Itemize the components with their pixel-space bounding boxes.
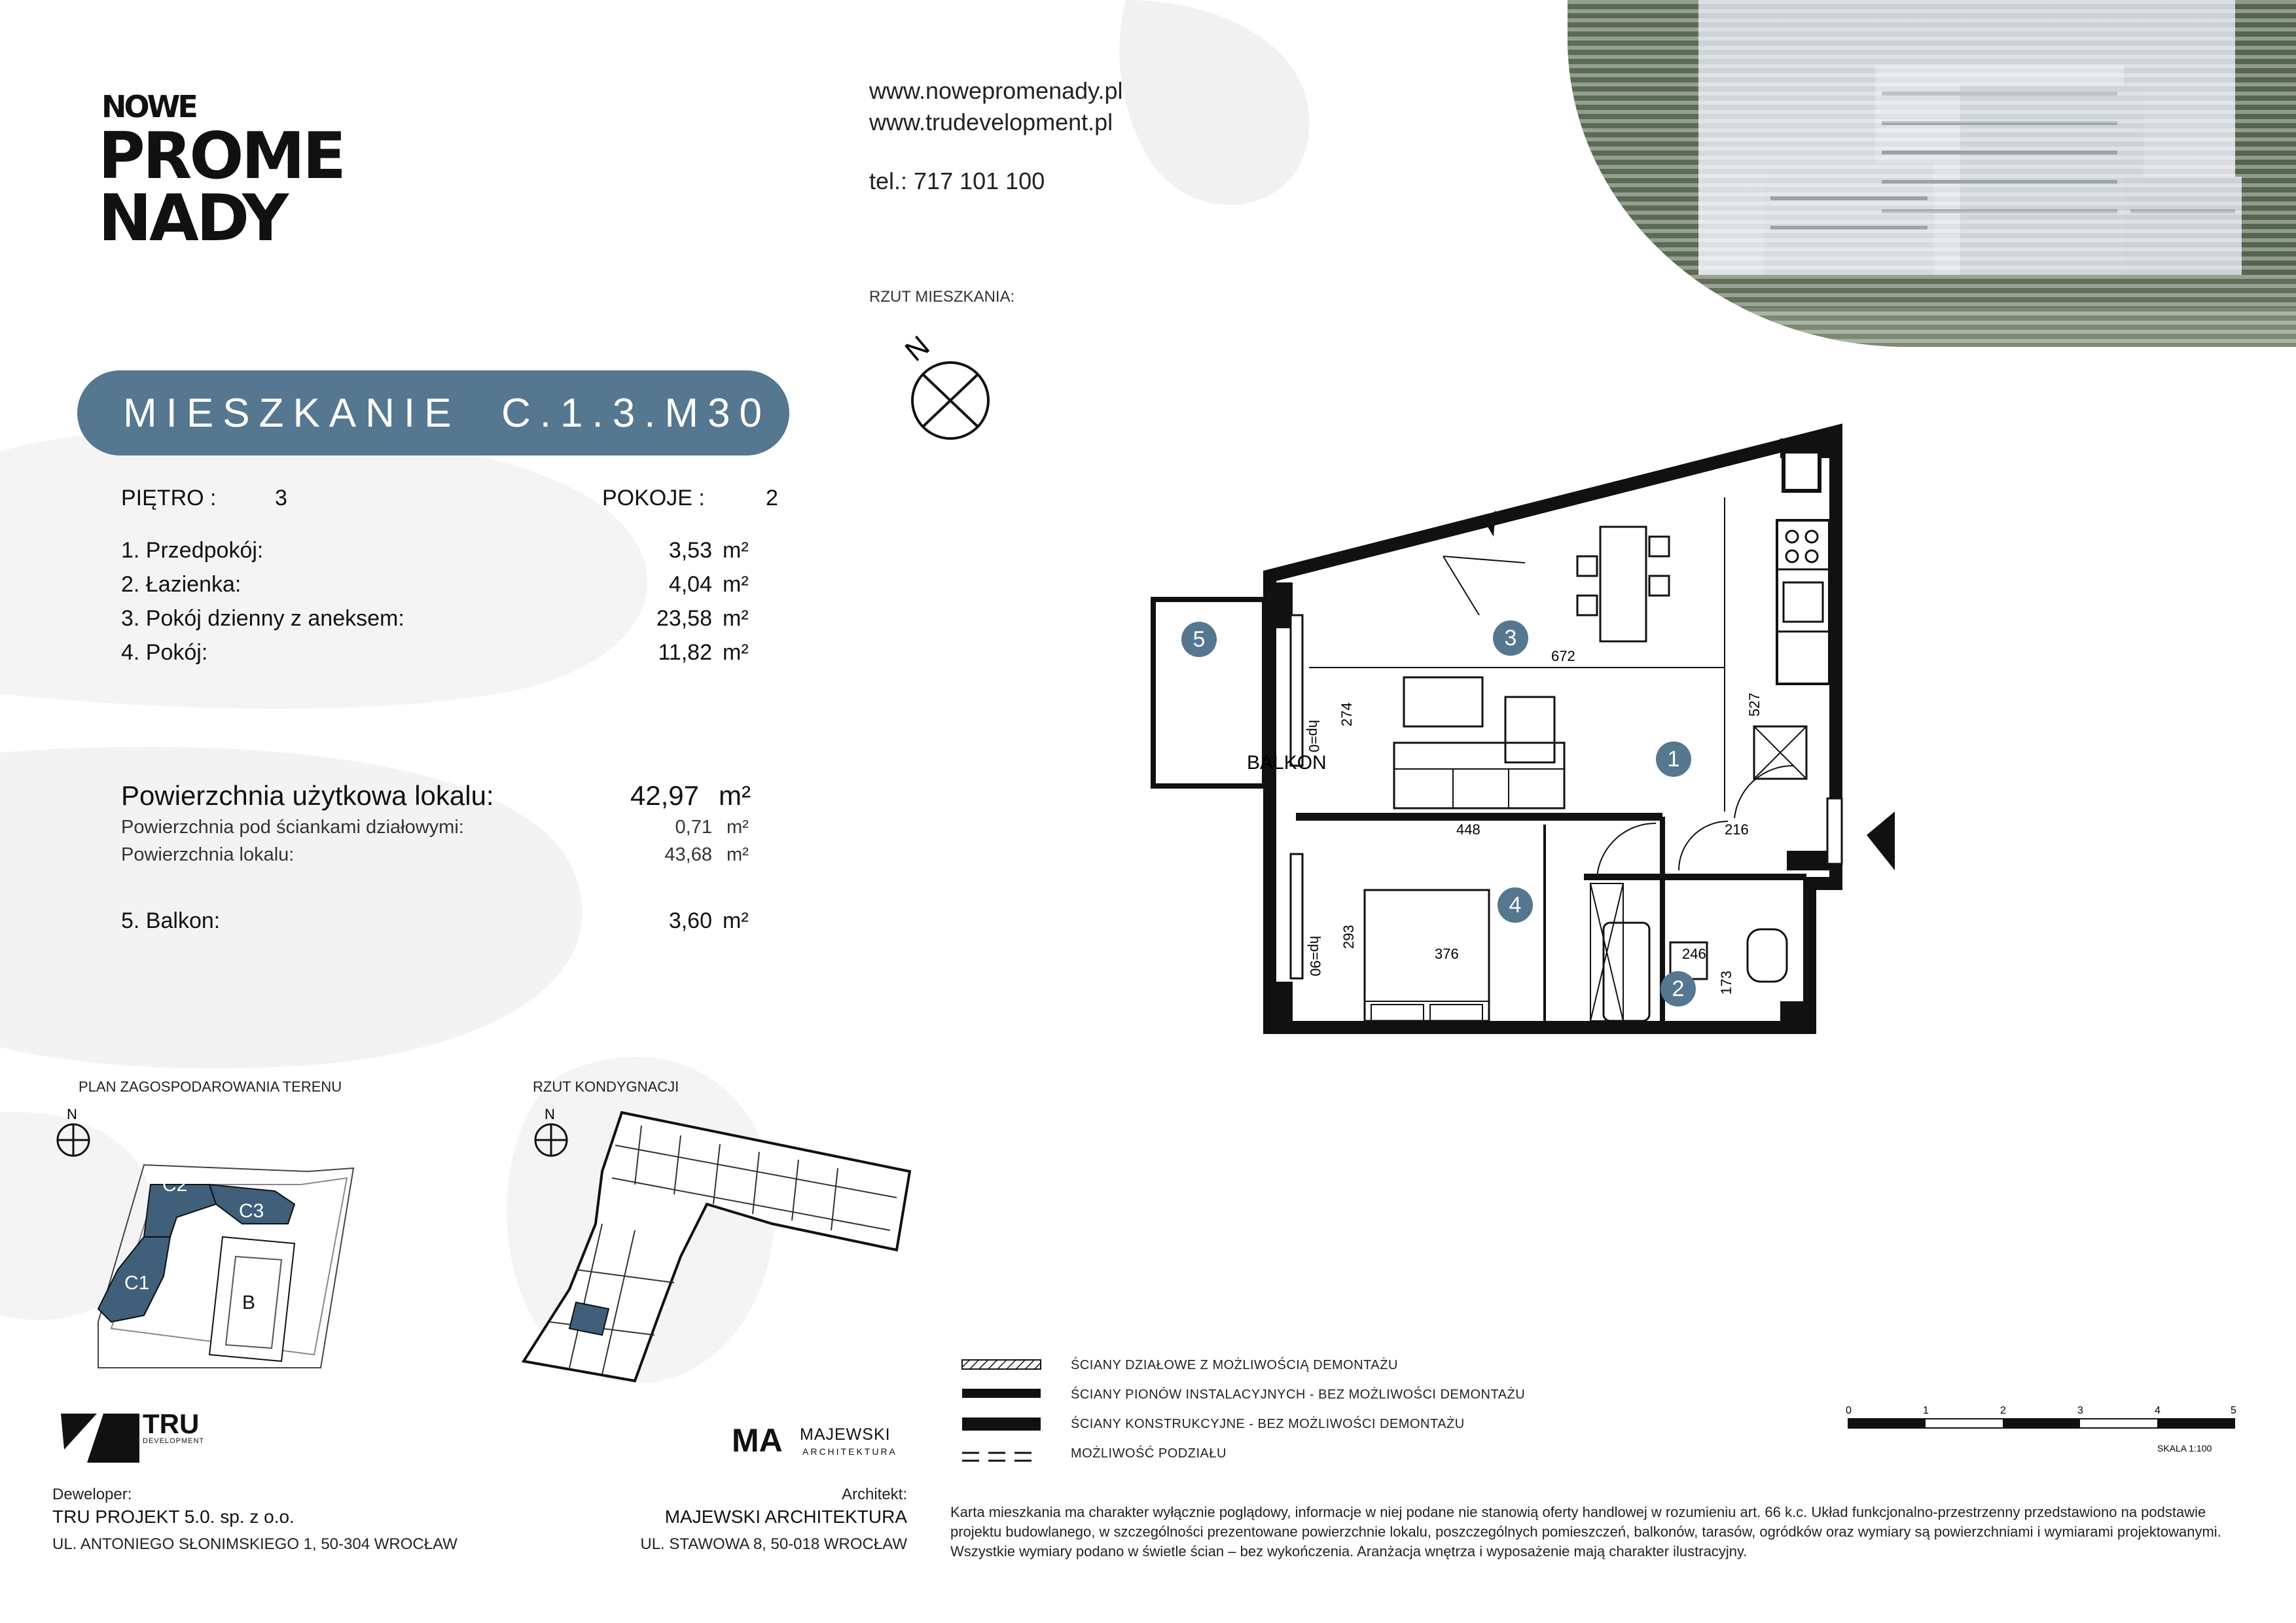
total-area-label: Powierzchnia lokalu:: [121, 844, 295, 865]
usable-area-unit: m²: [719, 780, 751, 811]
architect-logo-mark: MA: [732, 1422, 783, 1459]
legend-division: MOŻLIWOŚĆ PODZIAŁU: [1071, 1446, 1227, 1461]
legend-installation-walls: ŚCIANY PIONÓW INSTALACYJNYCH - BEZ MOŻLIWOŚCI DEMONTAŻU: [1071, 1387, 1526, 1402]
dim-293: 293: [1340, 925, 1357, 949]
room-area: 23,58: [656, 606, 712, 631]
room-unit: m²: [723, 640, 749, 665]
walls-area-label: Powierzchnia pod ściankami działowymi:: [121, 817, 464, 838]
developer-address: UL. ANTONIEGO SŁONIMSKIEGO 1, 50-304 WROCŁAW: [52, 1535, 457, 1553]
dim-216: 216: [1725, 821, 1749, 838]
developer-name: TRU PROJEKT 5.0. sp. z o.o.: [52, 1507, 295, 1527]
floor-label: PIĘTRO :: [121, 486, 217, 510]
phone-number[interactable]: tel.: 717 101 100: [869, 168, 1045, 194]
room-name: 3. Pokój dzienny z aneksem:: [121, 606, 404, 631]
dim-hp0: hp=0: [1306, 720, 1322, 753]
balcony-label: BALKON: [1247, 752, 1327, 774]
scale-label: SKALA 1:100: [2157, 1443, 2212, 1454]
usable-area-value: 42,97: [630, 780, 699, 811]
site-plan-label: PLAN ZAGOSPODAROWANIA TERENU: [79, 1079, 342, 1095]
building-c1-label: C1: [124, 1272, 150, 1294]
scale-tick-4: 4: [2155, 1405, 2161, 1416]
logo-prome: PROME: [98, 119, 344, 194]
scale-tick-5: 5: [2231, 1405, 2236, 1416]
site-north-label: N: [67, 1106, 77, 1122]
plan-label: RZUT MIESZKANIA:: [869, 288, 1015, 306]
architect-logo-name: MAJEWSKI: [800, 1425, 891, 1444]
dim-173: 173: [1718, 971, 1734, 995]
legend-swatches: [956, 1355, 1047, 1472]
website-trudevelopment[interactable]: www.trudevelopment.pl: [869, 109, 1113, 135]
rooms-label: POKOJE :: [602, 486, 705, 510]
building-b-label: B: [242, 1292, 256, 1313]
dim-376: 376: [1435, 946, 1459, 962]
apartment-floor-plan: [1139, 419, 1924, 1073]
scale-tick-0: 0: [1846, 1405, 1852, 1416]
apartment-code: C.1.3.M30: [501, 390, 772, 436]
rooms-value: 2: [766, 486, 778, 510]
scale-bar: [1839, 1400, 2245, 1459]
scale-tick-3: 3: [2077, 1405, 2083, 1416]
dim-672: 672: [1551, 648, 1575, 664]
room-unit: m²: [723, 572, 749, 597]
logo-nady: NADY: [98, 181, 287, 256]
room-badge-3: 3: [1493, 620, 1528, 656]
tru-logo-text: TRU: [143, 1408, 200, 1439]
room-area: 4,04: [668, 572, 712, 597]
floor-plan-label: RZUT KONDYGNACJI: [533, 1079, 679, 1095]
total-area-value: 43,68: [664, 844, 712, 865]
room-name: 4. Pokój:: [121, 640, 208, 665]
floor-value: 3: [275, 486, 287, 510]
scale-tick-1: 1: [1923, 1405, 1929, 1416]
dim-448: 448: [1456, 821, 1480, 838]
walls-area-value: 0,71: [675, 817, 712, 838]
legend-partition-walls: ŚCIANY DZIAŁOWE Z MOŻLIWOŚCIĄ DEMONTAŻU: [1071, 1358, 1398, 1372]
disclaimer-text: Karta mieszkania ma charakter wyłącznie poglądowy, informacje w niej podane nie stanowią oferty handlowej w rozumieniu art. 66 k.c. Układ funkcjonalno-przestrzenny przedstawiono na podstawie projektu budowlanego, w szczególności prezentowane powierzchnie lokalu, poszczególnych pomieszczeń, balkonów, tarasów, ogródków oraz wymiary są powierzchniami i wymiarami projektowanymi. Wszystkie wymiary podano w świetle ścian – bez wykończenia. Aranżacja wnętrza i wyposażenie mają charakter ilustracyjny.: [950, 1504, 2221, 1560]
tru-logo-icon: [58, 1410, 143, 1466]
building-floor-plan: [511, 1106, 929, 1394]
architect-name: MAJEWSKI ARCHITEKTURA: [664, 1507, 907, 1527]
room-name: 2. Łazienka:: [121, 572, 242, 597]
developer-label: Deweloper:: [52, 1486, 132, 1503]
building-c2-label: C2: [162, 1174, 188, 1196]
room-badge-2: 2: [1660, 971, 1696, 1007]
legend-structural-walls: ŚCIANY KONSTRUKCYJNE - BEZ MOŻLIWOŚCI DEMONTAŻU: [1071, 1417, 1465, 1431]
tru-logo-sub: DEVELOPMENT: [143, 1437, 205, 1445]
scale-tick-2: 2: [2000, 1405, 2006, 1416]
apartment-label: MIESZKANIE: [123, 390, 461, 436]
room-badge-5: 5: [1181, 622, 1217, 657]
logo-nowe: NOWE: [101, 89, 196, 124]
dim-hp90: hp=90: [1307, 936, 1323, 976]
building-c3-label: C3: [239, 1200, 264, 1222]
website-nowepromenady[interactable]: www.nowepromenady.pl: [869, 77, 1123, 104]
room-area: 3,53: [668, 538, 712, 563]
dim-527: 527: [1746, 692, 1763, 717]
dim-246: 246: [1682, 946, 1706, 962]
room-unit: m²: [723, 538, 749, 563]
room-badge-4: 4: [1498, 887, 1533, 923]
site-plan-map: [46, 1106, 386, 1394]
balcony-area-unit: m²: [723, 908, 749, 933]
architect-logo-sub: ARCHITEKTURA: [802, 1446, 897, 1457]
dim-274: 274: [1338, 702, 1355, 726]
compass-north-label: N: [899, 329, 936, 368]
room-unit: m²: [723, 606, 749, 631]
apartment-title-pill: [77, 370, 789, 455]
room-badge-1: 1: [1656, 741, 1691, 777]
balcony-area-label: 5. Balkon:: [121, 908, 221, 933]
architect-label: Architekt:: [841, 1486, 907, 1503]
walls-area-unit: m²: [726, 817, 749, 838]
balcony-area-value: 3,60: [668, 908, 712, 933]
compass-icon: [897, 327, 1001, 445]
architect-address: UL. STAWOWA 8, 50-018 WROCŁAW: [640, 1535, 907, 1553]
usable-area-label: Powierzchnia użytkowa lokalu:: [121, 780, 494, 811]
room-name: 1. Przedpokój:: [121, 538, 264, 563]
floor-north-label: N: [545, 1106, 555, 1122]
room-area: 11,82: [658, 640, 712, 665]
total-area-unit: m²: [726, 844, 749, 865]
